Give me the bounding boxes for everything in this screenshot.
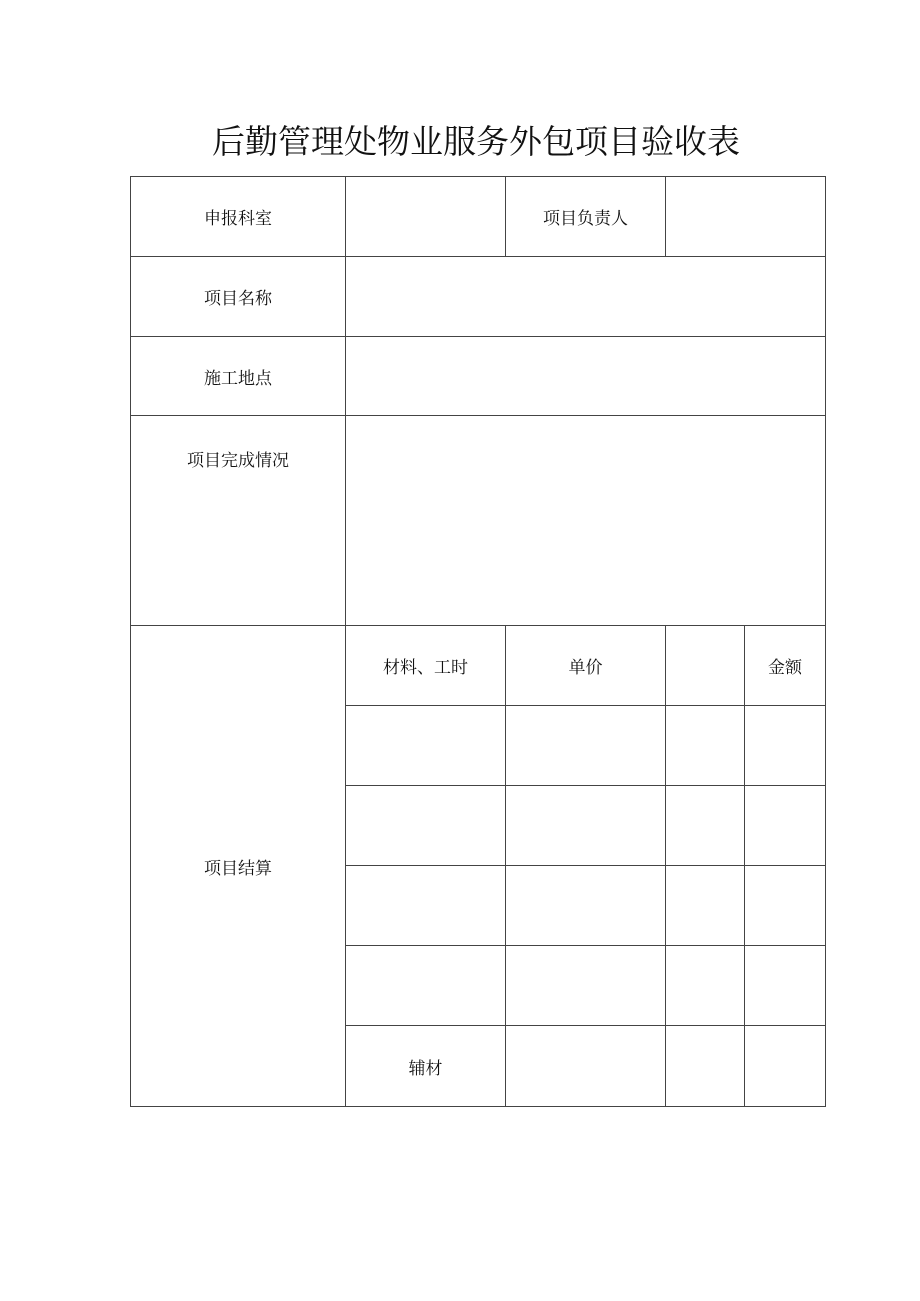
settlement-cell[interactable] — [506, 1026, 666, 1107]
page-title: 后勤管理处物业服务外包项目验收表 — [212, 122, 740, 161]
completion-label: 项目完成情况 — [187, 451, 289, 471]
project-lead-input-cell[interactable] — [666, 177, 826, 257]
settlement-cell[interactable] — [666, 706, 745, 786]
project-name-label: 项目名称 — [131, 257, 346, 337]
settlement-cell[interactable] — [745, 1026, 826, 1107]
row-department — [131, 177, 826, 257]
auxiliary-label: 辅材 — [346, 1026, 506, 1107]
settlement-cell[interactable] — [666, 946, 745, 1026]
settlement-cell[interactable] — [506, 706, 666, 786]
settlement-cell[interactable] — [745, 866, 826, 946]
settlement-cell[interactable] — [346, 706, 506, 786]
settlement-cell[interactable] — [346, 946, 506, 1026]
blank-header — [666, 626, 745, 706]
settlement-cell[interactable] — [666, 1026, 745, 1107]
department-label: 申报科室 — [131, 177, 346, 257]
settlement-cell[interactable] — [506, 786, 666, 866]
project-lead-label: 项目负责人 — [506, 177, 666, 257]
project-name-input-cell[interactable] — [346, 257, 826, 337]
settlement-cell[interactable] — [745, 946, 826, 1026]
settlement-cell[interactable] — [745, 706, 826, 786]
row-project-name — [131, 257, 826, 337]
acceptance-form-table — [130, 176, 826, 1107]
settlement-cell[interactable] — [666, 866, 745, 946]
completion-label-cell — [131, 416, 346, 626]
location-label: 施工地点 — [131, 337, 346, 416]
settlement-header-row — [131, 626, 826, 706]
settlement-cell[interactable] — [745, 786, 826, 866]
row-location — [131, 337, 826, 416]
location-input-cell[interactable] — [346, 337, 826, 416]
settlement-cell[interactable] — [666, 786, 745, 866]
settlement-cell[interactable] — [346, 866, 506, 946]
department-input-cell[interactable] — [346, 177, 506, 257]
unit-price-header: 单价 — [506, 626, 666, 706]
materials-labor-header: 材料、工时 — [346, 626, 506, 706]
completion-input-cell[interactable] — [346, 416, 826, 626]
settlement-cell[interactable] — [346, 786, 506, 866]
settlement-label: 项目结算 — [131, 626, 346, 1107]
amount-header: 金额 — [745, 626, 826, 706]
settlement-cell[interactable] — [506, 866, 666, 946]
row-completion — [131, 416, 826, 626]
settlement-cell[interactable] — [506, 946, 666, 1026]
